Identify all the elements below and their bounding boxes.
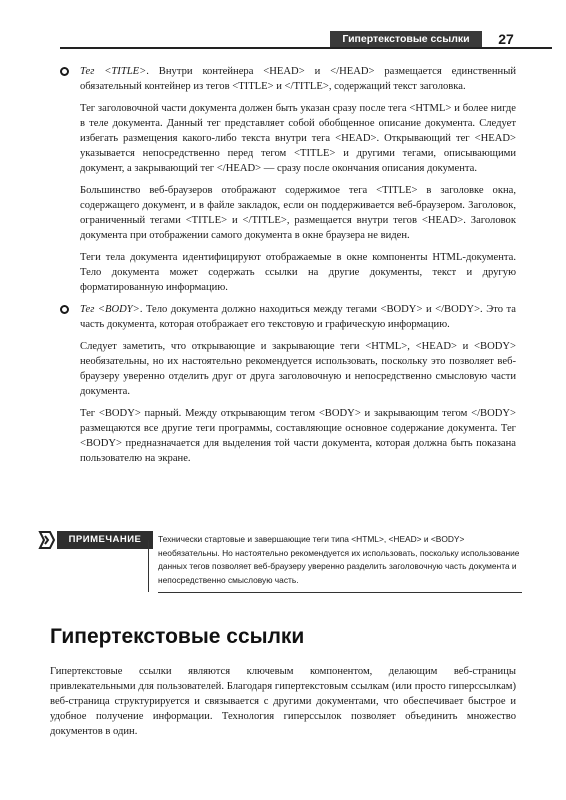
bullet-item-title — [50, 64, 516, 94]
lead-text: . Тело документа должно находиться между тегами <BODY> и </BODY>. Это та часть документа, которая отображает его текстовую и графическую информацию. — [80, 304, 516, 330]
bullet-circle-icon — [60, 67, 69, 76]
bullet-lead — [80, 302, 516, 332]
paragraph: Большинство веб-браузеров отображают содержимое тега <TITLE> в заголовке окна, содержащего документ, и в файле закладок, если он поддерживается веб-браузером. Заголовок, ограниченный тегами <TITLE> и </TITLE>, размещается внутри тегов <HEAD>. Заголовок документа при отображении самого документа в окне браузера не виден. — [80, 185, 516, 241]
running-header-title: Гипертекстовые ссылки — [330, 31, 482, 47]
paragraph: Тег <BODY> парный. Между открывающим тегом <BODY> и закрывающим тегом </BODY> размещаются все другие теги программы, составляющие основное содержание документа. Тег <BODY> предназначается для выделения той части документа, которая должна быть показана пользователю на экране. — [80, 408, 516, 464]
paragraph: Теги тела документа идентифицируют отображаемые в окне компоненты HTML-документа. Тело документа может содержать ссылки на другие документы, текст и другую форматированную информацию. — [80, 252, 516, 293]
bullet-lead — [80, 64, 516, 94]
note-label: ПРИМЕЧАНИЕ — [57, 531, 153, 549]
bullet-item-body — [50, 302, 516, 332]
paragraph: Следует заметить, что открывающие и закрывающие теги <HTML>, <HEAD> и <BODY> необязательны, но их настоятельно рекомендуется использовать, поскольку это позволяет веб-браузеру уверенно отделить друг от друга заголовочную и непосредственно смысловую части документа. — [80, 341, 516, 397]
term-body-tag: Тег <BODY> — [80, 304, 140, 315]
bullet-circle-icon — [60, 305, 69, 314]
note-text: Технически стартовые и завершающие теги типа <HTML>, <HEAD> и <BODY> необязательны. Но настоятельно рекомендуется их использовать, поскольку использование данных тегов позволяет веб-браузеру уверенно разделить заголовочную часть документа и непосредственно смысловую часть. — [158, 534, 520, 585]
header-rule — [60, 47, 552, 49]
note-chevron-icon — [36, 530, 56, 550]
note-box — [36, 530, 522, 592]
term-title-tag: Тег <TITLE> — [80, 66, 147, 77]
section-heading: Гипертекстовые ссылки — [50, 625, 305, 648]
main-text — [50, 64, 516, 473]
page-number: 27 — [498, 31, 514, 47]
note-divider — [148, 540, 149, 592]
note-bottom-rule — [158, 592, 522, 593]
section-paragraph: Гипертекстовые ссылки являются ключевым компонентом, делающим веб-страницы привлекательными для пользователей. Благодаря гипертекстовым ссылкам (или просто гиперссылкам) веб-страница структурируется и связывается с другими документами, что обеспечивает быстрое и удобное получение информации. Технология гиперссылок позволяет объединить множество документов в один. — [50, 666, 516, 737]
lead-text: . Внутри контейнера <HEAD> и </HEAD> размещается единственный обязательный контейнер из тегов <TITLE> и </TITLE>, содержащий текст заголовка. — [80, 66, 516, 92]
paragraph: Тег заголовочной части документа должен быть указан сразу после тега <HTML> и более нигде в теле документа. Данный тег представляет собой обобщенное описание документа. Следует избегать размещения какого-либо текста внутри тега <HEAD>. Открывающий тег <HEAD> указывается непосредственно перед тегом <TITLE> и другими тегами, описывающими документ, а закрывающий тег </HEAD> — сразу после окончания описания документа. — [80, 103, 516, 174]
